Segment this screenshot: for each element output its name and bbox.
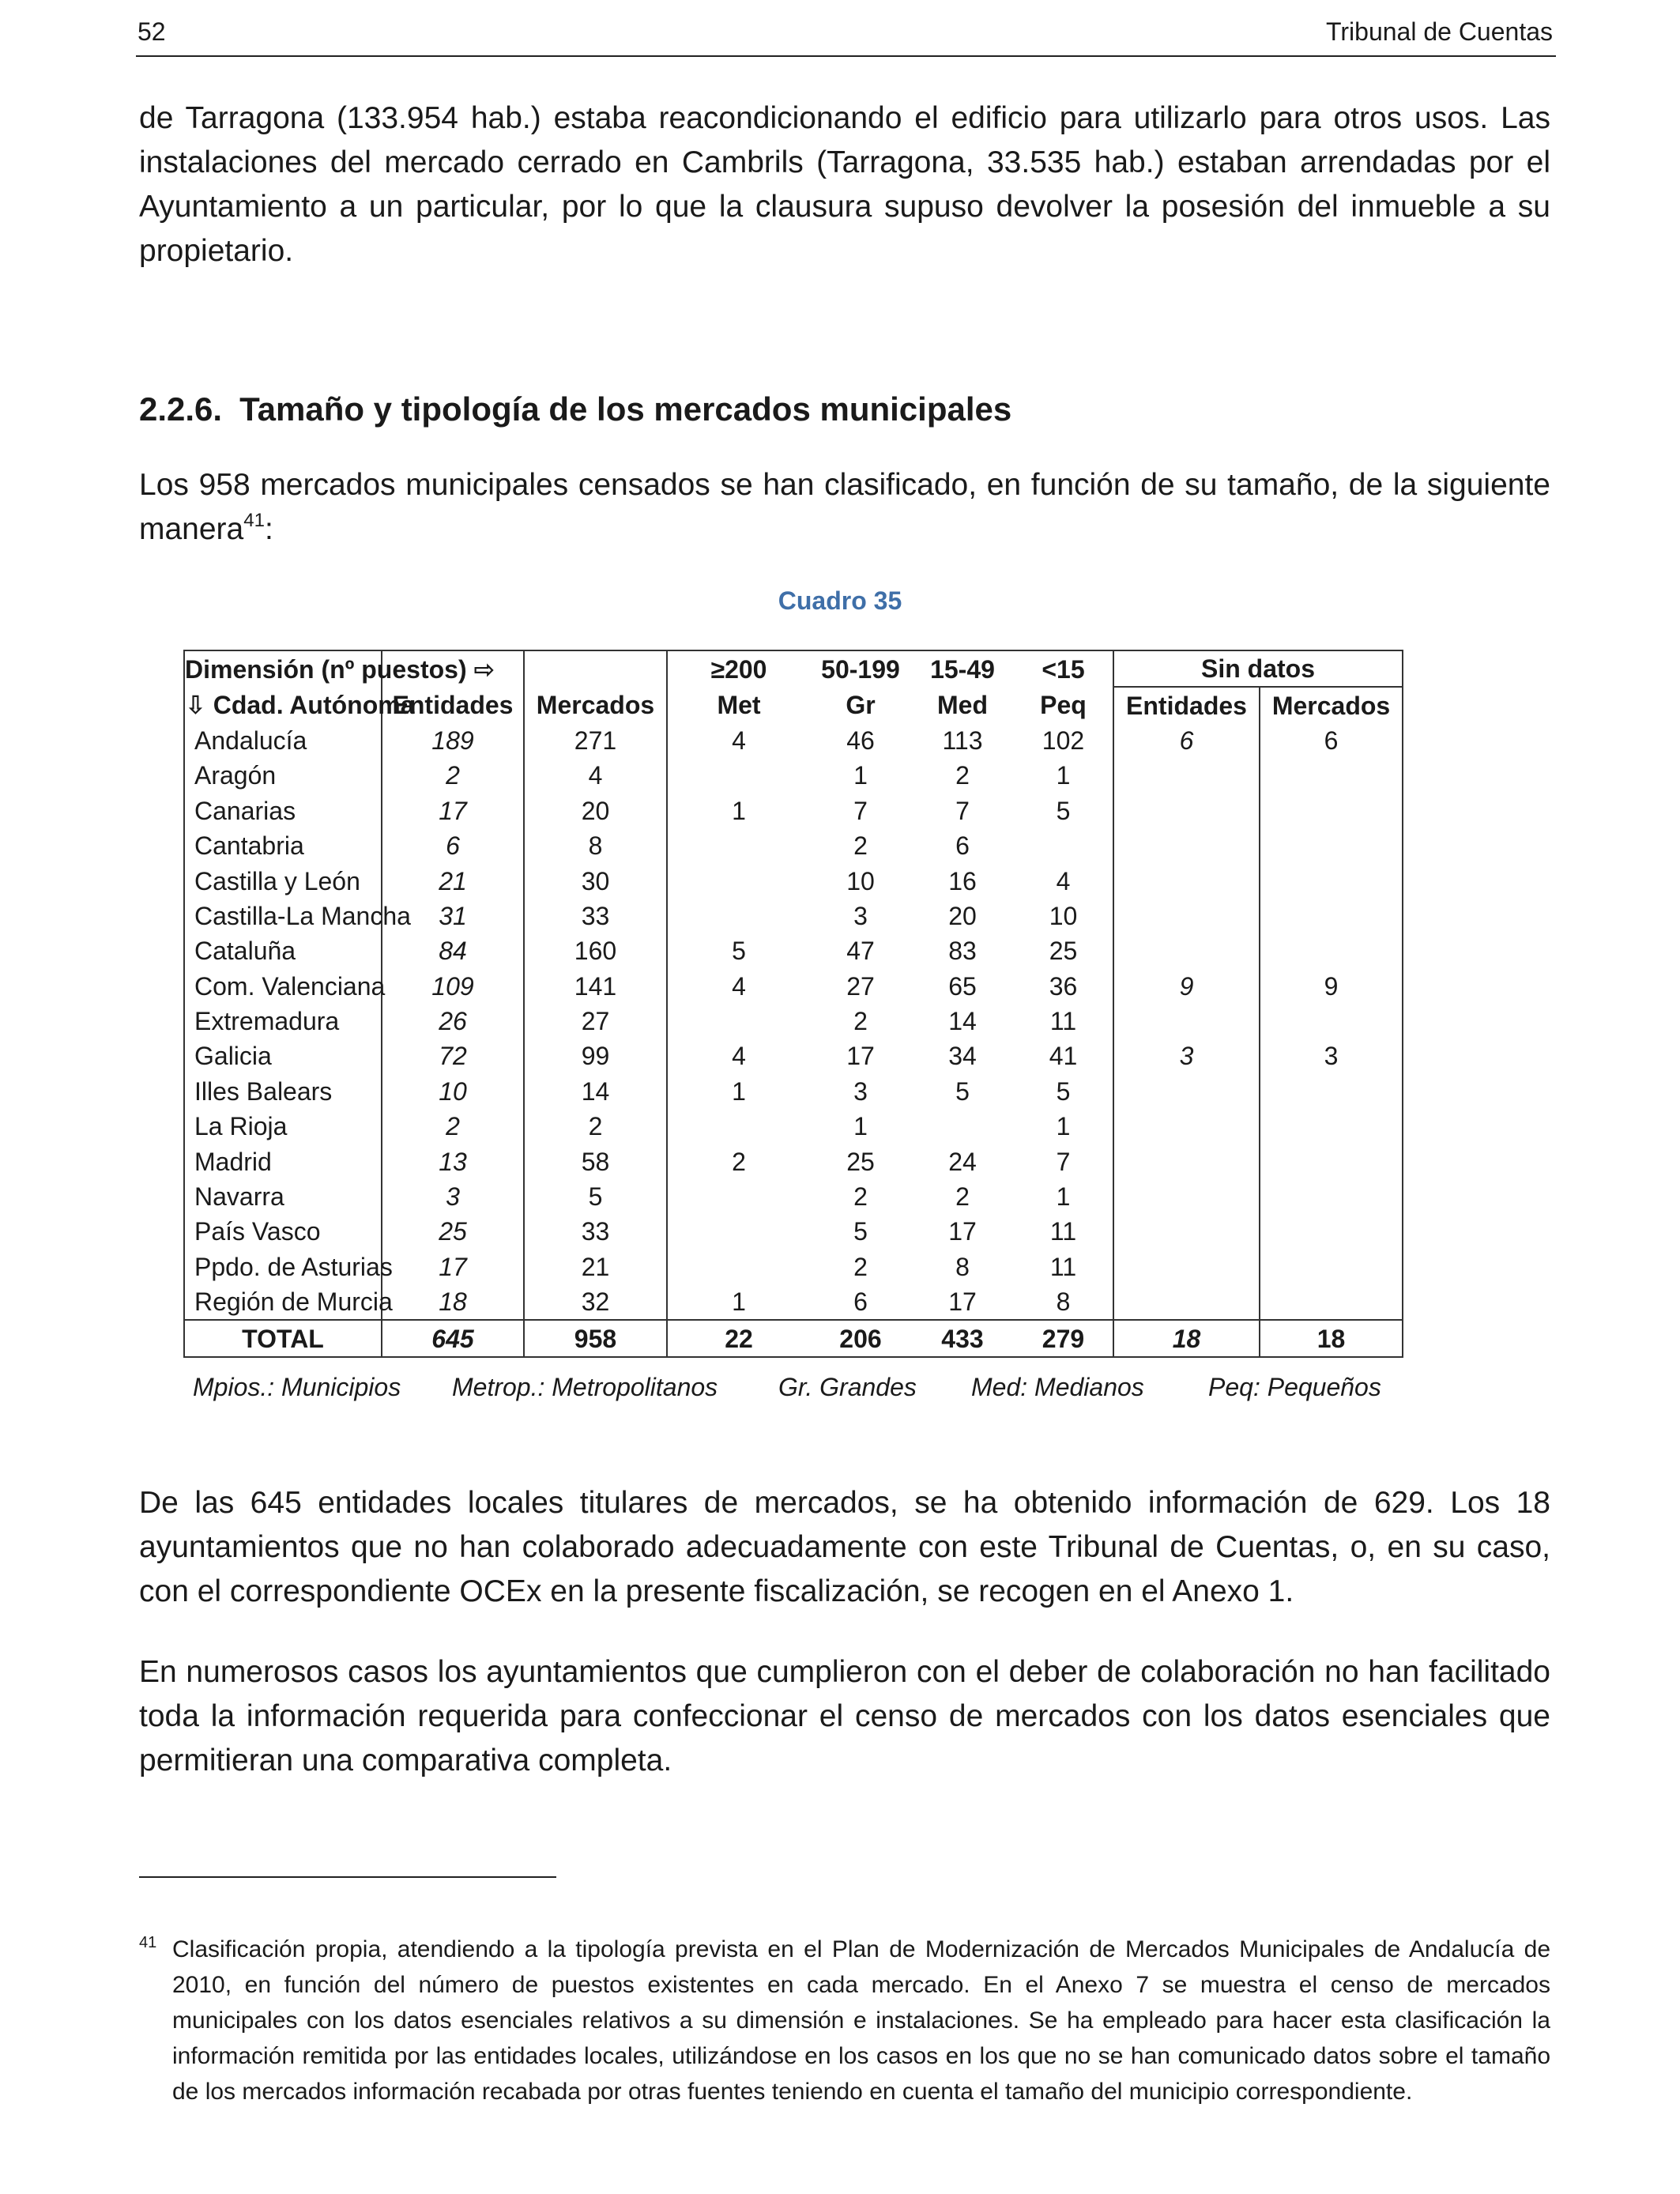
footnote-mark: 41 (139, 1934, 157, 1951)
cell-met: 1 (667, 794, 810, 828)
paragraph-classification-text: Los 958 mercados municipales censados se han clasificado, en función de su tamaño, de la siguiente manera (139, 468, 1550, 546)
cell-med: 6 (955, 831, 970, 861)
cell-entidades: 84 (382, 933, 524, 968)
cell-gr: 1 (853, 761, 868, 790)
table-row (184, 863, 1507, 898)
cell-gr: 206 (810, 1320, 911, 1356)
cell-med: 17 (948, 1287, 977, 1317)
table-row (184, 1109, 1507, 1144)
legend-item: Metrop.: Metropolitanos (452, 1373, 718, 1401)
header-entidades: Entidades (382, 687, 524, 722)
table-row (184, 1039, 1507, 1073)
cell-met: 4 (667, 723, 810, 758)
cell-med: 34 (948, 1042, 977, 1071)
cell-gr: 3 (853, 901, 868, 930)
cell-peq: 36 (1049, 971, 1078, 1001)
cell-met (667, 1004, 810, 1039)
header-med-range: 15-49 (911, 650, 1014, 687)
cell-entidades: 26 (382, 1004, 524, 1039)
cell-peq: 102 (1042, 726, 1085, 755)
cell-mercados: 27 (524, 1004, 667, 1039)
cell-entidades: 645 (382, 1320, 524, 1356)
cell-sd-mercados (1260, 1074, 1403, 1109)
paragraph-classification-end: : (264, 512, 273, 546)
cell-entidades: 25 (382, 1214, 524, 1249)
cell-sd-entidades (1113, 828, 1260, 863)
cell-sd-entidades (1113, 1144, 1260, 1178)
cell-med: 5 (955, 1076, 970, 1106)
cell-med: 17 (948, 1217, 977, 1246)
cell-sd-entidades (1113, 933, 1260, 968)
cell-med: 2 (955, 761, 970, 790)
cell-med: 2 (955, 1182, 970, 1212)
cell-region: Cataluña (184, 933, 382, 968)
cell-region: Cantabria (184, 828, 382, 863)
paragraph-classification (139, 463, 1550, 552)
cell-sd-entidades (1113, 1250, 1260, 1284)
cell-sd-entidades (1113, 1284, 1260, 1320)
cell-mercados: 8 (524, 828, 667, 863)
legend-item: Mpios.: Municipios (193, 1373, 401, 1401)
cell-met: 5 (667, 933, 810, 968)
cell-sd-entidades (1113, 1179, 1260, 1214)
table-row (184, 1074, 1507, 1109)
cell-entidades: 2 (382, 758, 524, 793)
table-row (184, 1179, 1507, 1214)
header-sd-entidades: Entidades (1113, 687, 1260, 722)
cell-med: 20 (948, 901, 977, 930)
cell-met: 22 (667, 1320, 810, 1356)
cell-region: Madrid (184, 1144, 382, 1178)
cell-peq: 1 (1056, 1112, 1071, 1141)
cell-mercados: 271 (524, 723, 667, 758)
cell-mercados: 160 (524, 933, 667, 968)
cell-mercados: 958 (524, 1320, 667, 1356)
table-row (184, 1004, 1507, 1039)
cell-sd-entidades (1113, 1214, 1260, 1249)
table-row (184, 723, 1507, 758)
footnote-text: Clasificación propia, atendiendo a la tipología prevista en el Plan de Modernización de Mercados Municipales de Andalucía de 2010, en función del número de puestos existentes en cada mercado. En el Anexo 7 se muestra el censo de mercados municipales con los datos esenciales relativos a su dimensión e instalaciones. Se ha empleado para hacer esta clasificación la información remitida por las entidades locales, utilizándose en los casos en los que no se han comunicado datos sobre el tamaño de los mercados información recabada por otras fuentes teniendo en cuenta el tamaño del municipio correspondiente. (172, 1936, 1550, 2105)
legend-item: Peq: Pequeños (1208, 1373, 1381, 1401)
section-heading (139, 390, 1011, 428)
cell-met: 1 (667, 1074, 810, 1109)
cell-sd-mercados (1260, 828, 1403, 863)
cell-sd-mercados (1260, 1179, 1403, 1214)
table-row (184, 1144, 1507, 1178)
cell-region: Canarias (184, 794, 382, 828)
cell-med: 65 (948, 971, 977, 1001)
cell-peq: 10 (1049, 901, 1078, 930)
cell-peq: 8 (1056, 1287, 1071, 1317)
markets-table (183, 650, 1508, 1358)
cell-gr: 27 (846, 971, 875, 1001)
cell-gr: 47 (846, 937, 875, 966)
cell-mercados: 20 (524, 794, 667, 828)
cell-met: 4 (667, 1039, 810, 1073)
cell-sd-mercados (1260, 758, 1403, 793)
cell-sd-mercados (1260, 1109, 1403, 1144)
cell-mercados: 4 (524, 758, 667, 793)
cell-sd-mercados (1260, 933, 1403, 968)
cell-sd-mercados: 3 (1260, 1039, 1403, 1073)
table-row (184, 1284, 1507, 1320)
cell-sd-mercados: 18 (1260, 1320, 1403, 1356)
cell-gr: 7 (853, 796, 868, 825)
cell-region: Ppdo. de Asturias (184, 1250, 382, 1284)
cell-peq: 5 (1056, 1076, 1071, 1106)
cell-sd-mercados: 6 (1260, 723, 1403, 758)
cell-entidades: 2 (382, 1109, 524, 1144)
section-number: 2.2.6. (139, 390, 223, 428)
cell-entidades: 17 (382, 1250, 524, 1284)
cell-region: La Rioja (184, 1109, 382, 1144)
cell-entidades: 10 (382, 1074, 524, 1109)
cell-sd-mercados (1260, 1144, 1403, 1178)
header-sin-datos: Sin datos (1113, 650, 1403, 687)
footnote-ref-link[interactable]: 41 (243, 510, 265, 531)
cell-met: 2 (667, 1144, 810, 1178)
paragraph-collaboration: En numerosos casos los ayuntamientos que cumplieron con el deber de colaboración no han facilitado toda la información requerida para confeccionar el censo de mercados con los datos esenciales que permitieran una comparativa completa. (139, 1655, 1550, 1777)
cell-sd-entidades: 9 (1113, 969, 1260, 1004)
cell-region: Galicia (184, 1039, 382, 1073)
cell-region: Extremadura (184, 1004, 382, 1039)
cell-gr: 2 (853, 831, 868, 861)
header-dimension: Dimensión (nº puestos) ⇨ (184, 650, 382, 687)
header-gr-range: 50-199 (810, 650, 911, 687)
cell-entidades: 189 (382, 723, 524, 758)
cell-sd-entidades: 18 (1113, 1320, 1260, 1356)
header-peq-range: <15 (1014, 650, 1113, 687)
cell-peq: 1 (1056, 1182, 1071, 1212)
cell-med: 433 (911, 1320, 1014, 1356)
header-cdad: ⇩ Cdad. Autónoma (184, 687, 382, 722)
cell-met (667, 758, 810, 793)
cell-med: 24 (948, 1147, 977, 1176)
cell-peq: 7 (1056, 1147, 1071, 1176)
cell-met (667, 1214, 810, 1249)
table-row (184, 758, 1507, 793)
cell-region: Com. Valenciana (184, 969, 382, 1004)
cell-gr: 46 (846, 726, 875, 755)
cell-sd-entidades (1113, 1074, 1260, 1109)
cell-sd-mercados (1260, 863, 1403, 898)
section-title: Tamaño y tipología de los mercados municipales (239, 390, 1012, 428)
cell-gr: 2 (853, 1182, 868, 1212)
cell-med: 7 (955, 796, 970, 825)
cell-region: Región de Murcia (184, 1284, 382, 1320)
cell-mercados: 141 (524, 969, 667, 1004)
cell-entidades: 21 (382, 863, 524, 898)
cell-region: Castilla-La Mancha (184, 899, 382, 933)
cell-region: Andalucía (184, 723, 382, 758)
header-divider (136, 55, 1556, 57)
cell-sd-mercados (1260, 899, 1403, 933)
header-blank-mercados (524, 650, 667, 687)
cell-sd-entidades (1113, 1004, 1260, 1039)
cell-sd-mercados (1260, 794, 1403, 828)
cell-met (667, 863, 810, 898)
cell-peq: 279 (1014, 1320, 1113, 1356)
cell-gr: 3 (853, 1076, 868, 1106)
cell-peq: 11 (1049, 1252, 1077, 1281)
cell-sd-entidades (1113, 863, 1260, 898)
header-sd-mercados: Mercados (1260, 687, 1403, 722)
cell-med (911, 1109, 1014, 1144)
cell-sd-mercados (1260, 1250, 1403, 1284)
cell-peq: 11 (1049, 1217, 1077, 1246)
header-mercados: Mercados (524, 687, 667, 722)
table-row (184, 794, 1507, 828)
cell-sd-entidades: 6 (1113, 723, 1260, 758)
cell-region: Aragón (184, 758, 382, 793)
cell-mercados: 33 (524, 1214, 667, 1249)
cell-peq: 4 (1056, 866, 1071, 895)
cell-peq: 5 (1056, 796, 1071, 825)
cell-sd-entidades (1113, 758, 1260, 793)
legend-item: Med: Medianos (971, 1373, 1144, 1401)
cell-med: 8 (955, 1252, 970, 1281)
cell-entidades: 109 (382, 969, 524, 1004)
cell-sd-entidades (1113, 1109, 1260, 1144)
cell-met (667, 1179, 810, 1214)
cell-entidades: 17 (382, 794, 524, 828)
cell-sd-entidades (1113, 899, 1260, 933)
cell-sd-entidades: 3 (1113, 1039, 1260, 1073)
cell-mercados: 32 (524, 1284, 667, 1320)
table-row (184, 1250, 1507, 1284)
footnote-divider (139, 1876, 556, 1878)
cell-region: País Vasco (184, 1214, 382, 1249)
header-peq: Peq (1040, 691, 1087, 720)
table-row (184, 828, 1507, 863)
legend-item: Gr. Grandes (778, 1373, 917, 1401)
cell-entidades: 3 (382, 1179, 524, 1214)
cell-region: Illes Balears (184, 1074, 382, 1109)
cell-peq: 1 (1056, 761, 1071, 790)
cell-entidades: 6 (382, 828, 524, 863)
cell-med: 16 (948, 866, 977, 895)
table-row (184, 899, 1507, 933)
cell-gr: 1 (853, 1112, 868, 1141)
cell-region: Castilla y León (184, 863, 382, 898)
header-med: Med (937, 691, 988, 720)
cell-gr: 2 (853, 1007, 868, 1036)
cell-peq (1014, 828, 1113, 863)
table-header-row-2 (184, 687, 1507, 722)
table-row (184, 1214, 1507, 1249)
cell-sd-mercados (1260, 1214, 1403, 1249)
header-gr: Gr (846, 691, 876, 720)
cell-med: 113 (942, 726, 983, 755)
cell-met (667, 1109, 810, 1144)
cell-gr: 5 (853, 1217, 868, 1246)
cell-met: 4 (667, 969, 810, 1004)
cell-met (667, 828, 810, 863)
cell-mercados: 21 (524, 1250, 667, 1284)
header-met-range: ≥200 (667, 650, 810, 687)
cell-mercados: 99 (524, 1039, 667, 1073)
cell-med: 83 (948, 937, 977, 966)
cell-mercados: 30 (524, 863, 667, 898)
cell-sd-mercados (1260, 1284, 1403, 1320)
page-number: 52 (137, 17, 166, 46)
cell-mercados: 2 (524, 1109, 667, 1144)
paragraph-entities: De las 645 entidades locales titulares de mercados, se ha obtenido información de 629. Los 18 ayuntamientos que no han colaborado adecuadamente con este Tribunal de Cuentas, o, en su caso, con el correspondiente OCEx en la presente fiscalización, se recogen en el Anexo 1. (139, 1486, 1550, 1608)
table-row (184, 969, 1507, 1004)
cell-met: 1 (667, 1284, 810, 1320)
cell-gr: 25 (846, 1147, 875, 1176)
cell-mercados: 14 (524, 1074, 667, 1109)
cell-met (667, 1250, 810, 1284)
cell-gr: 17 (846, 1042, 875, 1071)
cell-met (667, 899, 810, 933)
cell-gr: 10 (846, 866, 875, 895)
cell-entidades: 18 (382, 1284, 524, 1320)
cell-peq: 41 (1049, 1042, 1078, 1071)
cell-sd-entidades (1113, 794, 1260, 828)
table-header-row-1 (184, 650, 1507, 687)
header-met: Met (667, 687, 810, 722)
cell-gr: 6 (853, 1287, 868, 1317)
cell-med: 14 (948, 1007, 977, 1036)
cell-region: Navarra (184, 1179, 382, 1214)
cell-mercados: 33 (524, 899, 667, 933)
cell-mercados: 58 (524, 1144, 667, 1178)
header-title: Tribunal de Cuentas (1326, 17, 1553, 46)
cell-sd-mercados (1260, 1004, 1403, 1039)
table-row (184, 933, 1507, 968)
cell-entidades: 13 (382, 1144, 524, 1178)
cell-peq: 25 (1049, 937, 1078, 966)
table-caption: Cuadro 35 (778, 586, 902, 615)
cell-entidades: 31 (382, 899, 524, 933)
cell-peq: 11 (1049, 1007, 1077, 1036)
cell-mercados: 5 (524, 1179, 667, 1214)
footnote (139, 1932, 1550, 2109)
cell-sd-mercados: 9 (1260, 969, 1403, 1004)
table-total-row (184, 1320, 1507, 1356)
cell-gr: 2 (853, 1252, 868, 1281)
cell-entidades: 72 (382, 1039, 524, 1073)
cell-region: TOTAL (184, 1320, 382, 1356)
paragraph-intro: de Tarragona (133.954 hab.) estaba reacondicionando el edificio para utilizarlo para otros usos. Las instalaciones del mercado cerrado en Cambrils (Tarragona, 33.535 hab.) estaban arrendadas por el Ayuntamiento a un particular, por lo que la clausura supuso devolver la posesión del inmueble a su propietario. (139, 101, 1550, 268)
